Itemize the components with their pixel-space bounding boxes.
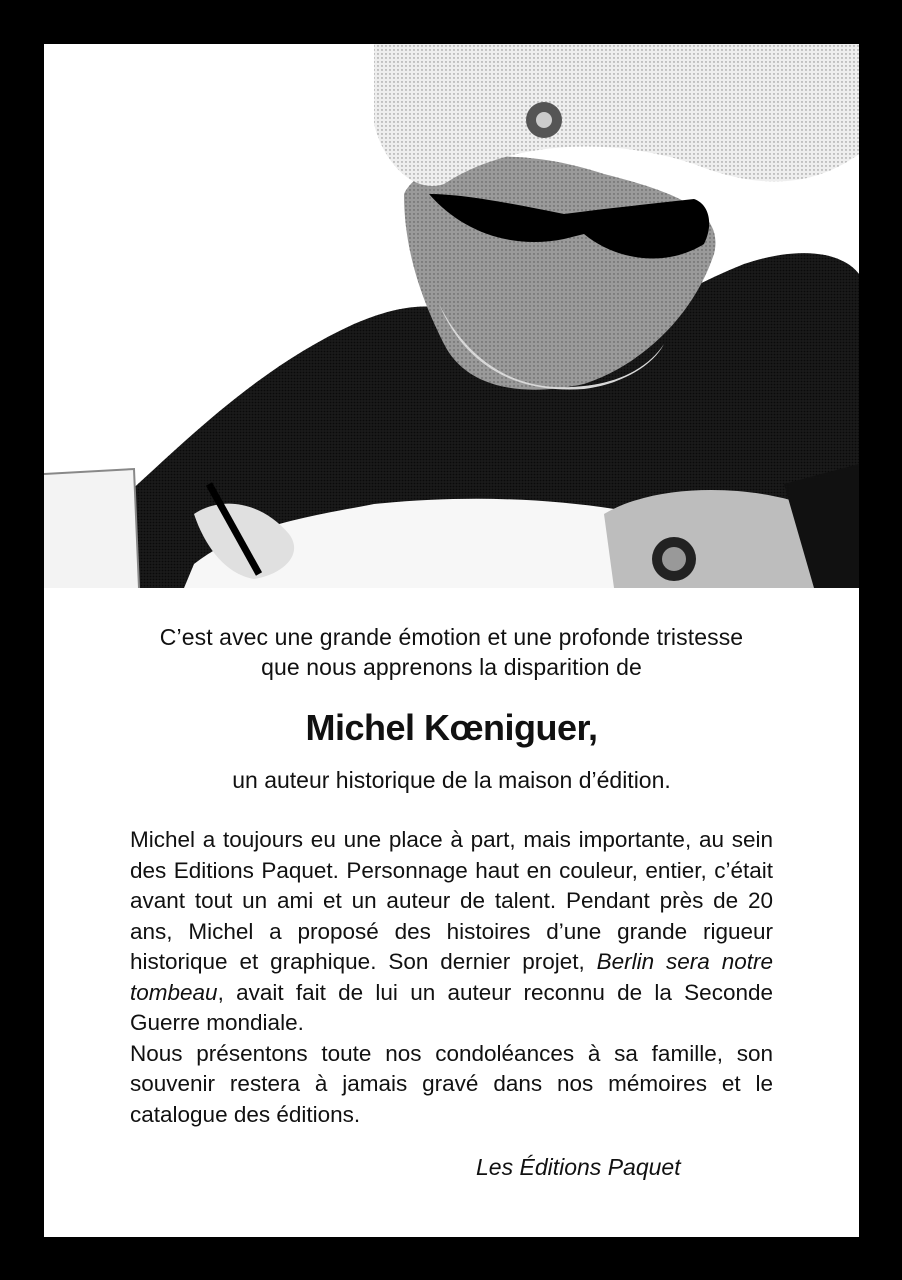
tribute-paragraph-1 <box>130 825 773 1039</box>
memorial-card <box>44 44 859 1237</box>
portrait-photo <box>44 44 859 588</box>
signature: Les Éditions Paquet <box>476 1154 681 1180</box>
announcement-text <box>44 622 859 1130</box>
paragraph-1-end: , avait fait de lui un auteur reconnu de la Seconde Guerre mondiale. <box>130 979 773 1035</box>
book-title: Berlin sera notre tombeau <box>130 949 773 1005</box>
tribute-body <box>130 825 773 1130</box>
paragraph-1-start: Michel a toujours eu une place à part, mais importante, au sein des Editions Paquet. Personnage haut en couleur, entier, c’était avant tout un ami et un auteur de talent. Pendant près de 20 ans, Michel a proposé des histoires d’une grande rigueur historique et graphique. Son dernier projet, <box>130 827 773 974</box>
portrait-illustration <box>44 44 859 588</box>
tribute-paragraph-2: Nous présentons toute nos condoléances à sa famille, son souvenir restera à jamais gravé dans nos mémoires et le catalogue des éditions. <box>130 1040 773 1127</box>
tagline: un auteur historique de la maison d’édition. <box>232 767 671 793</box>
deceased-name: Michel Kœniguer, <box>305 707 598 748</box>
intro-line-2: que nous apprenons la disparition de <box>261 654 642 680</box>
intro-line-1: C’est avec une grande émotion et une profonde tristesse <box>159 624 744 650</box>
